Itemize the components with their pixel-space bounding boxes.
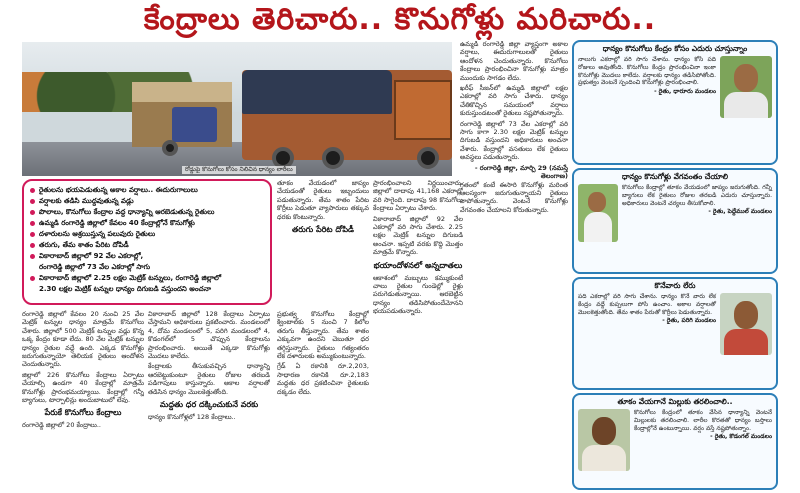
farmer-quote-box: [572, 277, 778, 390]
paragraph: తూకం వేయడంలో జాప్యం చేయడంతో రైతులు ఇబ్బందులు పడుతున్నారు. తేమ శాతం పేరిట కొర్రీలు పెడుతూ వ్యాపారులు తక్కువ ధరకు కొంటున్నారు.: [277, 179, 369, 221]
headline: కేంద్రాలు తెరిచారు.. కొనుగోళ్లు మరిచారు..: [143, 2, 657, 37]
paragraph: ధాన్యం కొనుగోళ్లలో 128 కేంద్రాలు..: [148, 413, 236, 422]
farmer-photo: [720, 56, 772, 118]
quote-text: నాలుగు ఎకరాల్లో వరి సాగు చేశాను. ధాన్యం కోసి పది రోజులు అవుతోంది. కొనుగోలు కేంద్రం ప్రారంభించినా ఇంకా కొనుగోళ్లు మొదలు కాలేదు. వర్షాలకు ధాన్యం తడిసిపోతోంది. ప్రభుత్వం వెంటనే స్పందించి కొనుగోళ్లు ప్రారంభించాలి.: [578, 56, 716, 87]
article-column-5: [460, 40, 568, 490]
article-column-2: [148, 310, 270, 490]
highlight-item: రంగారెడ్డి జిల్లాలో 73 వేల ఎకరాల్లో సాగు: [39, 263, 151, 271]
quote-signature: - రైతు, కొడంగల్ మండలం: [710, 433, 772, 441]
article-column-4: [373, 179, 463, 490]
paragraph: రంగారెడ్డి జిల్లాలో కేవలం 20 నుంచి 25 వేల మెట్రిక్ టన్నుల ధాన్యం మాత్రమే కొనుగోలు చేశారు. జిల్లాలో 500 మెట్రిక్ టన్నుల వడ్లు కొన్న ఒక్క కేంద్రం కూడా లేదు. 80 వేల మెట్రిక్ టన్నుల ధాన్యం రైతుల వద్దే ఉంది. ఎక్కడ కొనుగోళ్లు జరుగుతున్నాయో తెలియక రైతులు ఆందోళన చెందుతున్నారు.: [22, 310, 144, 369]
news-photo: [22, 42, 452, 176]
highlight-item: వర్షాలకు తడిసి ముద్దవుతున్న వడ్లు: [30, 196, 264, 207]
highlight-item: 2.30 లక్షల మెట్రిక్ టన్నుల ధాన్యం దిగుబడి వస్తుందని అంచనా: [39, 285, 212, 293]
paragraph: ఖరీఫ్ సీజన్‌లో ఉమ్మడి జిల్లాలో లక్షల ఎకరాల్లో వరి సాగు చేశారు. ధాన్యం చేతికొచ్చిన సమయంలో వర్షాలు కురుస్తుండటంతో రైతులు నష్టపోతున్నారు.: [460, 84, 568, 118]
article-column-3-top: [277, 179, 369, 309]
paragraph: జిల్లాలో 226 కొనుగోలు కేంద్రాలు ఏర్పాటు చేయాల్సి ఉండగా 40 కేంద్రాల్లో మాత్రమే కొనుగోళ్లు ప్రారంభమయ్యాయి. కేంద్రాల్లో గన్నీ బ్యాగులు, టార్పాలిన్లు అందుబాటులో లేవు.: [22, 370, 144, 405]
dateline: - రంగారెడ్డి జిల్లా, మార్చి 29 (నమస్తే తెలంగాణ): [474, 163, 568, 181]
quote-text: కొనుగోలు కేంద్రాల్లో తూకం వేయడంలో జాప్యం జరుగుతోంది. గన్నీ బ్యాగులు లేక రైతులు రోజుల తరబడి ఎదురు చూస్తున్నారు. అధికారులు వెంటనే చర్యలు తీసుకోవాలి.: [622, 184, 772, 207]
paragraph: రంగారెడ్డి జిల్లాలో 20 కేంద్రాలు..: [22, 421, 101, 430]
paragraph: ప్రభుత్వ కొనుగోలు కేంద్రాల్లో క్వింటాల్‌కు 5 నుంచి 7 కిలోల తరుగు తీస్తున్నారు. తేమ శాతం ఎక్కువగా ఉందని చెబుతూ ధర తగ్గిస్తున్నారు. రైతులు గత్యంతరం లేక దళారులకు అమ్ముకుంటున్నారు.: [277, 310, 369, 361]
quote-title: ధాన్యం కొనుగోళ్లు వేగవంతం చేయాలి: [622, 172, 728, 181]
highlight-item: వికారాబాద్ జిల్లాలో 2.25 లక్షల మెట్రిక్ టన్నులు, రంగారెడ్డి జిల్లాలో: [30, 273, 264, 284]
paragraph: గతంలో కంటే ఈసారి కొనుగోళ్లు మరింత ఆలస్యంగా జరుగుతున్నాయని రైతులు వాపోతున్నారు. వెంటనే కొనుగోళ్లు వేగవంతం చేయాలని కోరుతున్నారు.: [460, 180, 568, 214]
paragraph: రంగారెడ్డి జిల్లాలో 73 వేల ఎకరాల్లో వరి సాగు కాగా 2.30 లక్షల మెట్రిక్ టన్నుల దిగుబడి వస్తుందని అధికారులు అంచనా వేశారు. కేంద్రాల్లో వసతులు లేక రైతులు అవస్థలు పడుతున్నారు.: [460, 119, 568, 162]
highlight-item: ఉమ్మడి రంగారెడ్డి జిల్లాలో కేవలం 40 కేంద్రాల్లోనే కొనుగోళ్లు: [30, 218, 264, 229]
paragraph: ప్రారంభించాలని నిర్ణయించారు. జిల్లాలో దాదాపు 41,168 ఎకరాల్లో వరి సాగైంది. దాదాపు 98 కొనుగోలు కేంద్రాలు ఏర్పాటు చేశారు.: [373, 179, 463, 213]
highlight-item: పొలాలు, కొనుగోలు కేంద్రాల వద్ద ధాన్యాన్ని ఆరబెడుతున్న రైతులు: [30, 207, 264, 218]
paragraph: గ్రేడ్ ఏ రకానికి రూ.2,203, సాధారణ రకానికి రూ.2,183 మద్దతు ధర ప్రకటించినా రైతులకు దక్కడం లేదు.: [277, 362, 369, 396]
quote-text: కొనుగోలు కేంద్రంలో తూకం వేసిన ధాన్యాన్ని వెంటనే మిల్లులకు తరలించాలి. లారీల కొరతతో ధాన్యం బస్తాలు కేంద్రాల్లోనే ఉంటున్నాయి. వర్షం వస్తే నష్టపోతున్నాం.: [634, 409, 772, 432]
farmer-photo: [720, 293, 772, 355]
article-column-1: [22, 310, 144, 490]
article-column-3-bottom: [277, 310, 369, 490]
highlight-item: వికారాబాద్ జిల్లాలో 92 వేల ఎకరాల్లో,: [30, 251, 264, 262]
subheading: తరుగు పేరిట దోపిడీ: [292, 225, 354, 235]
quote-signature: - రైతు, పెద్దేముల్ మండలం: [708, 208, 772, 216]
highlight-item: తరుగు, తేమ శాతం పేరిట దోపిడీ: [30, 240, 264, 251]
quote-title: తూకం వేయగానే మిల్లుకు తరలించాలి..: [617, 397, 733, 406]
quote-signature: - రైతు, ధారూరు మండలం: [654, 88, 716, 96]
subheading: మద్దతు ధర దక్కించుకునే వరకు: [159, 400, 259, 410]
highlights-box: [22, 179, 272, 305]
quote-title: కొనేవారు లేరు: [654, 281, 696, 290]
quote-text: పది ఎకరాల్లో వరి సాగు చేశాను. ధాన్యం కొనే వారు లేక కేంద్రం వద్దే కుప్పలుగా పోసి ఉంచాం. అకాల వర్షాలతో మొలకెత్తుతోంది. తేమ శాతం పేరుతో కొర్రీలు పెడుతున్నారు.: [578, 293, 716, 316]
paragraph: వికారాబాద్ జిల్లాలో 128 కేంద్రాలు ఏర్పాటు చేస్తామని అధికారులు ప్రకటించారు. మండలంలో 4, దోమ మండలంలో 5, పరిగి మండలంలో 4, కొడంగల్‌లో 5 చొప్పున కేంద్రాలను ప్రారంభించారు. అయితే ఎక్కడా కొనుగోళ్లు మొదలు కాలేదు.: [148, 310, 270, 361]
paragraph: ఉమ్మడి రంగారెడ్డి జిల్లా వ్యాప్తంగా అకాల వర్షాలు, ఈదురుగాలులతో రైతులు ఆందోళన చెందుతున్నారు. కొనుగోలు కేంద్రాలు ప్రారంభించినా కొనుగోళ్లు మాత్రం ముందుకు సాగడం లేదు.: [460, 40, 568, 82]
tractor-image: [172, 107, 217, 142]
farmer-photo: [578, 409, 630, 471]
photo-caption: రోడ్డుపై కొనుగోలు కోసం నిలిచిన ధాన్యం లారీలు: [182, 166, 296, 174]
farmer-quote-box: [572, 40, 778, 165]
farmer-photo: [578, 184, 618, 242]
paragraph: ఆకాశంలో మబ్బులు కమ్ముకుంటే చాలు రైతుల గుండెల్లో రైళ్లు పరుగెడుతున్నాయి. ఆరబెట్టిన ధాన్యం తడిసిపోతుందేమోనని భయపడుతున్నారు.: [373, 273, 463, 316]
quote-title: ధాన్యం కొనుగోలు కేంద్రం కోసం ఎదురు చూస్తున్నాం: [602, 44, 748, 53]
highlight-item: రైతులను భయపెడుతున్న అకాల వర్షాలు.. ఈదురుగాలులు: [30, 185, 264, 196]
farmer-quote-box: [572, 393, 778, 490]
paragraph: కేంద్రాలకు తీసుకువచ్చిన ధాన్యాన్ని ఆరబెట్టుకుంటూ రైతులు రోజుల తరబడి పడిగాపులు కాస్తున్నారు. అకాల వర్షాలతో తడిసిన ధాన్యం మొలకెత్తుతోంది.: [148, 362, 270, 396]
quote-signature: - రైతు, పరిగి మండలం: [662, 317, 716, 325]
subheading: పేరుకే కొనుగోలు కేంద్రాలు: [44, 408, 122, 418]
highlight-item: దళారులను ఆశ్రయిస్తున్న పలువురు రైతులు: [30, 229, 264, 240]
farmer-quote-box: [572, 168, 778, 274]
paragraph: వికారాబాద్ జిల్లాలో 92 వేల ఎకరాల్లో వరి సాగు చేశారు. 2.25 లక్షల మెట్రిక్ టన్నుల దిగుబడి అంచనా. ఇప్పటి వరకు కొద్ది మొత్తం మాత్రమే కొన్నారు.: [373, 214, 463, 257]
lorry-image: [242, 70, 452, 160]
subheading: భయాందోళనలో అన్నదాతలు: [373, 260, 463, 270]
